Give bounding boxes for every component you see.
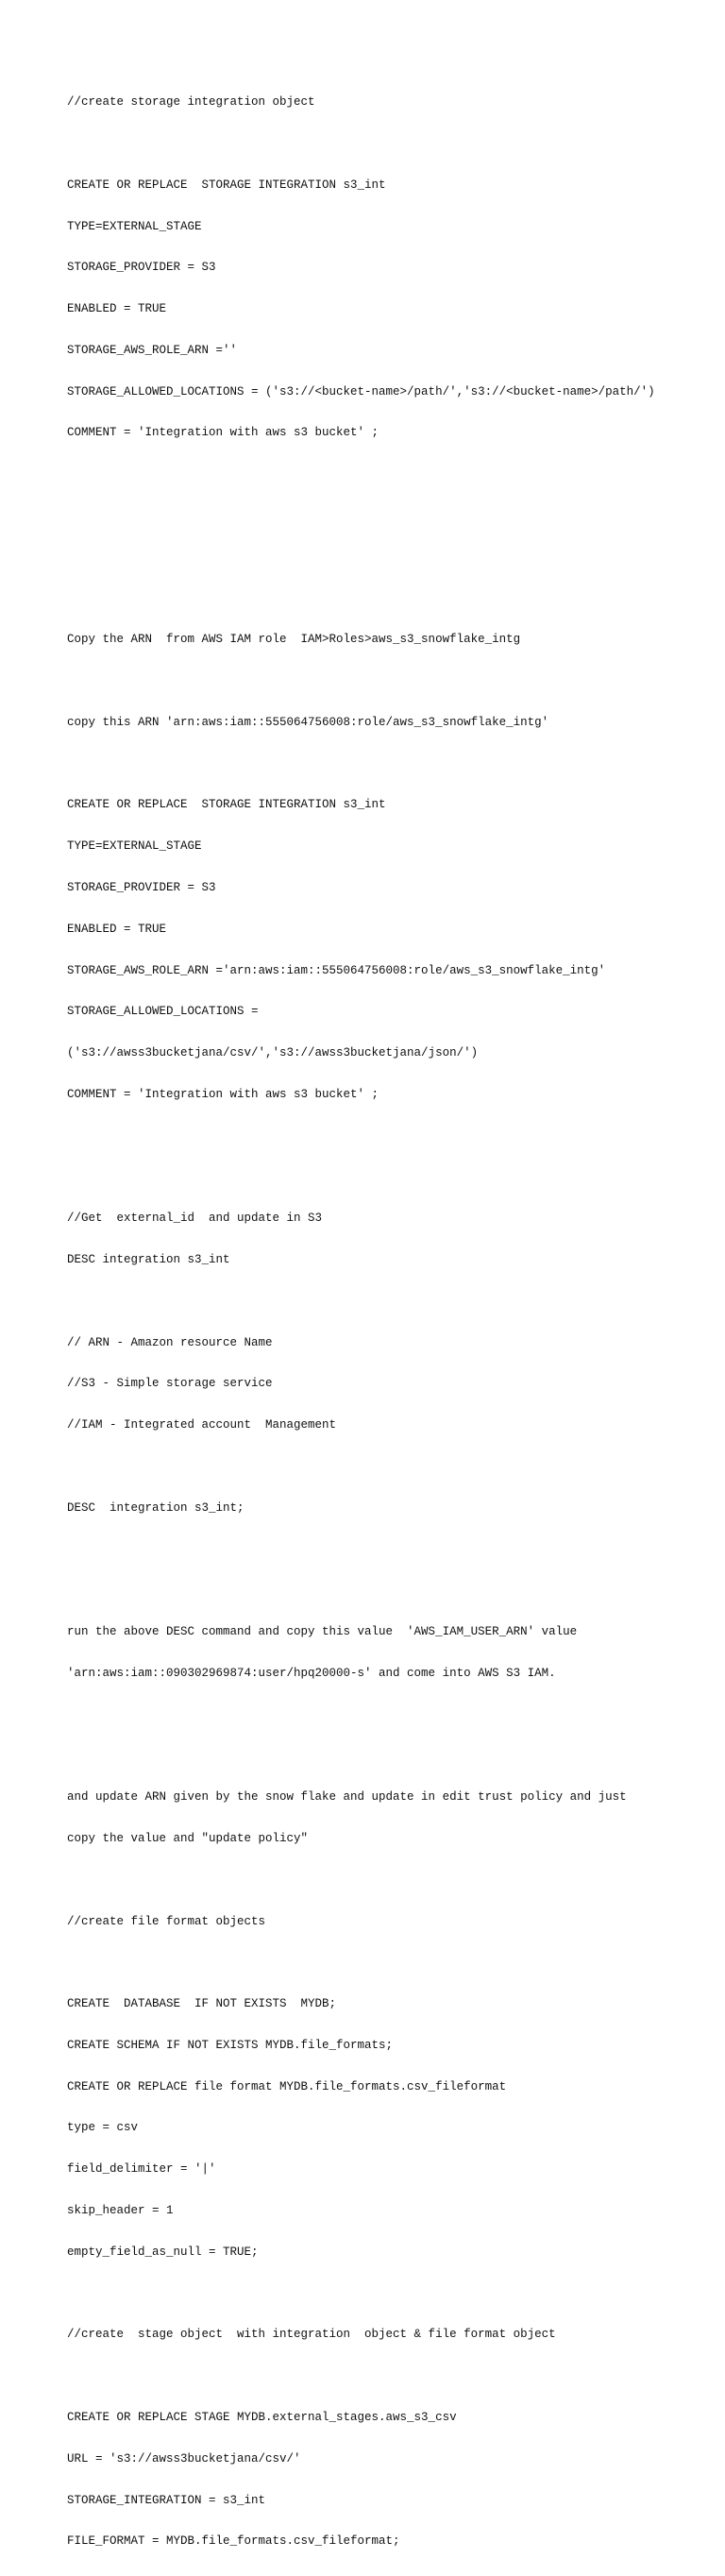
code-line: STORAGE_PROVIDER = S3	[67, 881, 216, 895]
code-line: CREATE DATABASE IF NOT EXISTS MYDB;	[67, 1997, 337, 2011]
instruction-line: Copy the ARN from AWS IAM role IAM>Roles>aws_s3_snowflake_intg	[67, 633, 521, 647]
blank-line	[67, 1543, 709, 1557]
code-line: field_delimiter = '|'	[67, 2162, 216, 2177]
code-line: STORAGE_PROVIDER = S3	[67, 261, 216, 275]
code-line: CREATE OR REPLACE STORAGE INTEGRATION s3_int	[67, 798, 386, 812]
code-line: DESC integration s3_int;	[67, 1500, 244, 1515]
blank-line	[67, 509, 709, 523]
instruction-line: run the above DESC command and copy this value 'AWS_IAM_USER_ARN' value	[67, 1625, 578, 1639]
instruction-line: copy the value and "update policy"	[67, 1832, 309, 1845]
instruction-line: and update ARN given by the snow flake and update in edit trust policy and just	[67, 1790, 627, 1805]
comment-line: //create stage object with integration object & file format object	[67, 2328, 556, 2342]
code-line: STORAGE_AWS_ROLE_ARN =''	[67, 343, 238, 357]
comment-line: //S3 - Simple storage service	[67, 1377, 273, 1391]
blank-line	[67, 551, 709, 565]
comment-line: //IAM - Integrated account Management	[67, 1418, 337, 1432]
comment-line: // ARN - Amazon resource Name	[67, 1335, 273, 1349]
blank-line	[67, 2287, 709, 2301]
code-line: empty_field_as_null = TRUE;	[67, 2245, 259, 2259]
blank-line	[67, 1460, 709, 1474]
blank-line	[67, 674, 709, 688]
blank-line	[67, 1171, 709, 1185]
code-line: ENABLED = TRUE	[67, 302, 167, 316]
code-line: DESC integration s3_int	[67, 1253, 230, 1267]
code-line: COMMENT = 'Integration with aws s3 bucket' ;	[67, 426, 379, 440]
instruction-line: copy this ARN 'arn:aws:iam::555064756008:role/aws_s3_snowflake_intg'	[67, 715, 549, 729]
code-line: STORAGE_ALLOWED_LOCATIONS =	[67, 1005, 259, 1019]
blank-line	[67, 467, 709, 482]
code-line: STORAGE_ALLOWED_LOCATIONS = ('s3://<bucket-name>/path/','s3://<bucket-name>/path/')	[67, 384, 655, 398]
code-line: CREATE SCHEMA IF NOT EXISTS MYDB.file_formats;	[67, 2038, 394, 2052]
code-line: CREATE OR REPLACE STORAGE INTEGRATION s3_int	[67, 178, 386, 192]
blank-line	[67, 1956, 709, 1970]
code-line: TYPE=EXTERNAL_STAGE	[67, 219, 202, 233]
code-line: CREATE OR REPLACE file format MYDB.file_formats.csv_fileformat	[67, 2079, 507, 2093]
code-line: STORAGE_INTEGRATION = s3_int	[67, 2493, 266, 2507]
blank-line	[67, 1708, 709, 1722]
document-text	[67, 68, 709, 2576]
blank-line	[67, 1873, 709, 1888]
code-line: FILE_FORMAT = MYDB.file_formats.csv_fileformat;	[67, 2534, 400, 2549]
code-line: CREATE OR REPLACE STAGE MYDB.external_stages.aws_s3_csv	[67, 2410, 457, 2424]
instruction-line: 'arn:aws:iam::090302969874:user/hpq20000-s' and come into AWS S3 IAM.	[67, 1666, 556, 1680]
code-line: URL = 's3://awss3bucketjana/csv/'	[67, 2451, 301, 2466]
blank-line	[67, 1129, 709, 1144]
blank-line	[67, 1749, 709, 1763]
blank-line	[67, 1295, 709, 1309]
comment-line: //Get external_id and update in S3	[67, 1212, 323, 1226]
blank-line	[67, 592, 709, 606]
code-line: TYPE=EXTERNAL_STAGE	[67, 839, 202, 854]
blank-line	[67, 2369, 709, 2383]
comment-line: //create file format objects	[67, 1914, 266, 1928]
code-line: ENABLED = TRUE	[67, 922, 167, 936]
blank-line	[67, 757, 709, 771]
code-line: STORAGE_AWS_ROLE_ARN ='arn:aws:iam::555064756008:role/aws_s3_snowflake_intg'	[67, 963, 606, 977]
code-line: ('s3://awss3bucketjana/csv/','s3://awss3bucketjana/json/')	[67, 1046, 479, 1060]
code-line: COMMENT = 'Integration with aws s3 bucket' ;	[67, 1087, 379, 1101]
blank-line	[67, 1584, 709, 1598]
code-line: skip_header = 1	[67, 2204, 174, 2218]
blank-line	[67, 137, 709, 151]
code-line: type = csv	[67, 2121, 139, 2135]
comment-create-storage-integration: //create storage integration object	[67, 95, 315, 110]
